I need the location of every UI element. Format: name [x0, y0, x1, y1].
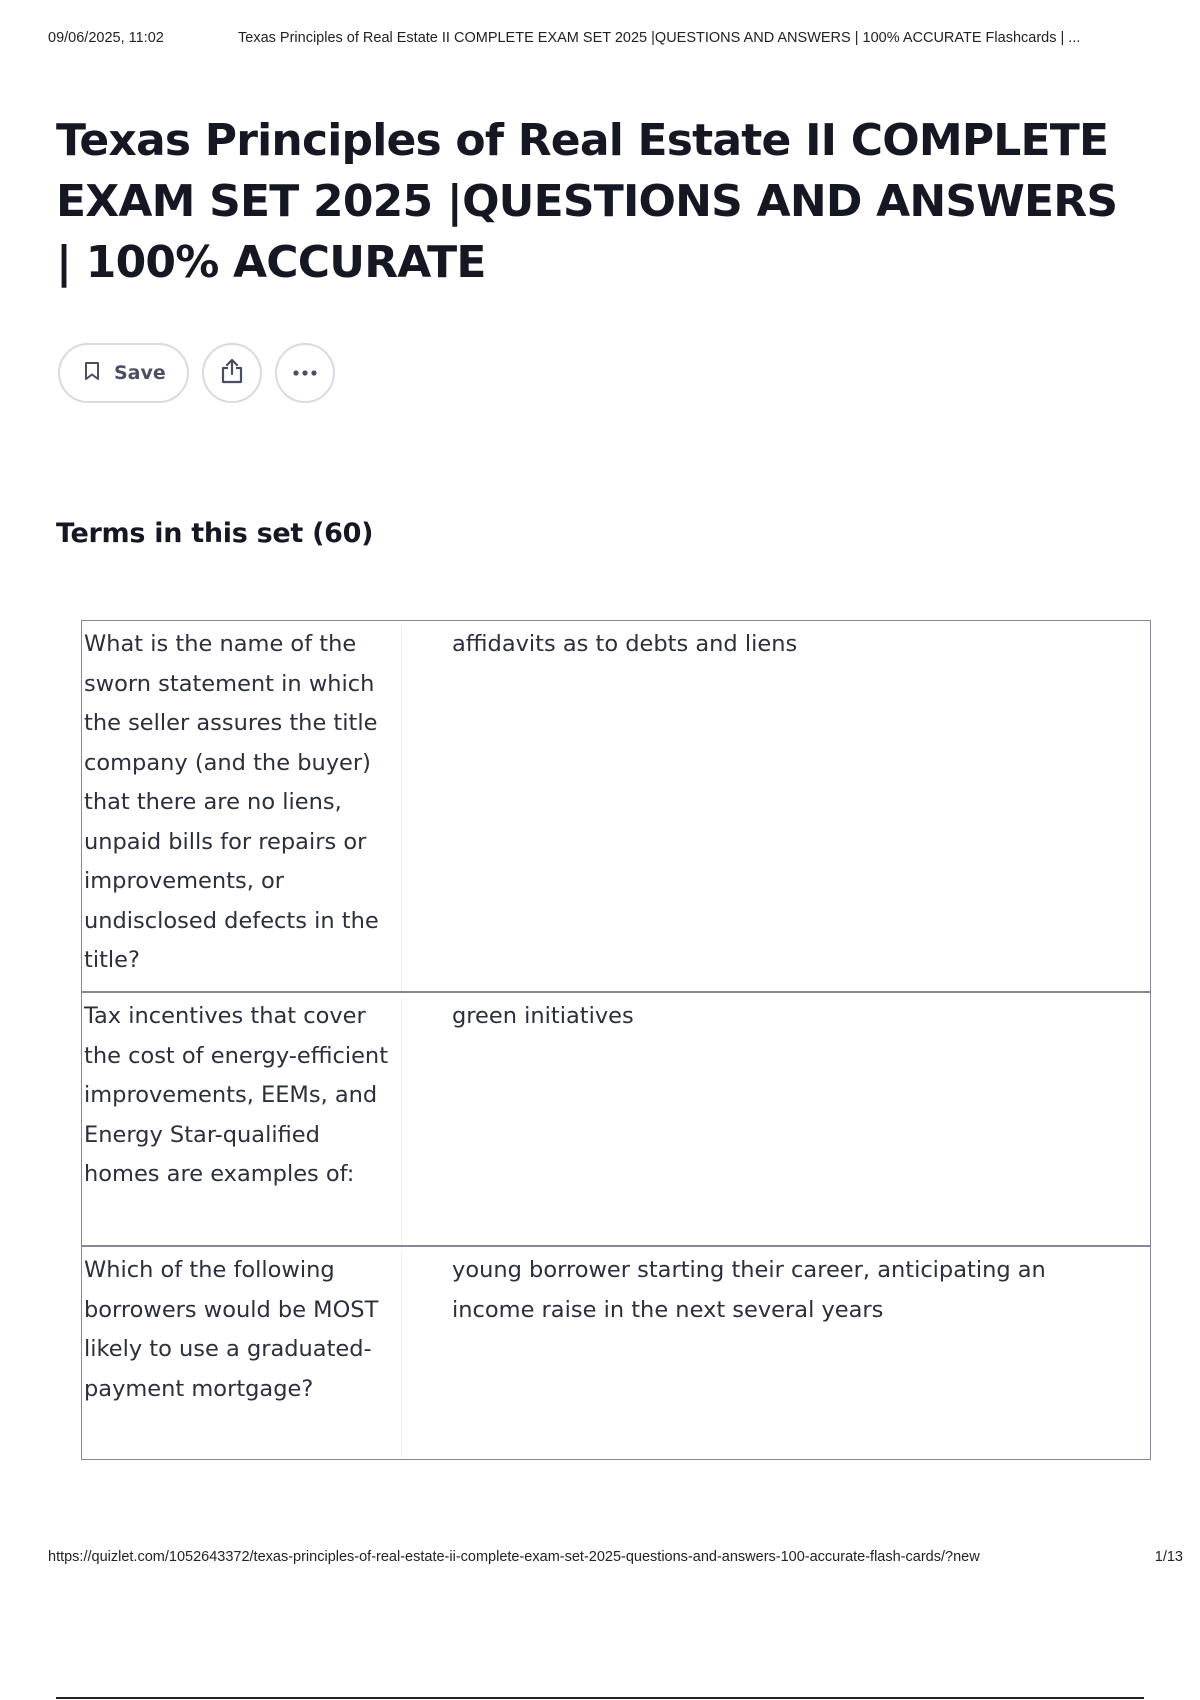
term-question: What is the name of the sworn statement in which the seller assures the title company (and the buyer) that there are no liens, unpaid bills for repairs or improvements, or undisclosed defects in the title? — [82, 625, 402, 991]
term-question: Tax incentives that cover the cost of energy-efficient improvements, EEMs, and Energy Star-qualified homes are examples of: — [82, 997, 402, 1245]
save-button[interactable] — [58, 343, 189, 403]
page-number: 1/13 — [1154, 1549, 1183, 1565]
save-button-label: Save — [114, 362, 166, 384]
term-question: Which of the following borrowers would be MOST likely to use a graduated-payment mortgage? — [82, 1251, 402, 1459]
term-row — [82, 1245, 1150, 1459]
print-header — [48, 30, 1178, 50]
term-answer: affidavits as to debts and liens — [452, 631, 798, 657]
action-bar — [58, 343, 348, 403]
term-answer: young borrower starting their career, anticipating an income raise in the next several years — [452, 1257, 1046, 1323]
share-button[interactable] — [202, 343, 262, 403]
term-row — [82, 620, 1150, 991]
bookmark-icon — [84, 361, 100, 386]
more-options-icon — [291, 364, 319, 382]
terms-table — [81, 620, 1151, 1460]
print-url: https://quizlet.com/1052643372/texas-principles-of-real-estate-ii-complete-exam-set-2025-questions-and-answers-100-accurate-flash-cards/?new — [48, 1549, 980, 1565]
print-datetime: 09/06/2025, 11:02 — [48, 30, 164, 46]
share-icon — [219, 357, 245, 390]
term-row — [82, 991, 1150, 1245]
term-answer: green initiatives — [452, 1003, 634, 1029]
divider — [56, 1697, 1144, 1699]
print-footer — [48, 1549, 1183, 1569]
print-page-title: Texas Principles of Real Estate II COMPLETE EXAM SET 2025 |QUESTIONS AND ANSWERS | 100% ACCURATE Flashcards | ... — [238, 30, 1081, 46]
set-title: Texas Principles of Real Estate II COMPLETE EXAM SET 2025 |QUESTIONS AND ANSWERS | 100% ACCURATE — [56, 115, 1118, 288]
terms-heading: Terms in this set (60) — [56, 518, 374, 549]
more-options-button[interactable] — [275, 343, 335, 403]
